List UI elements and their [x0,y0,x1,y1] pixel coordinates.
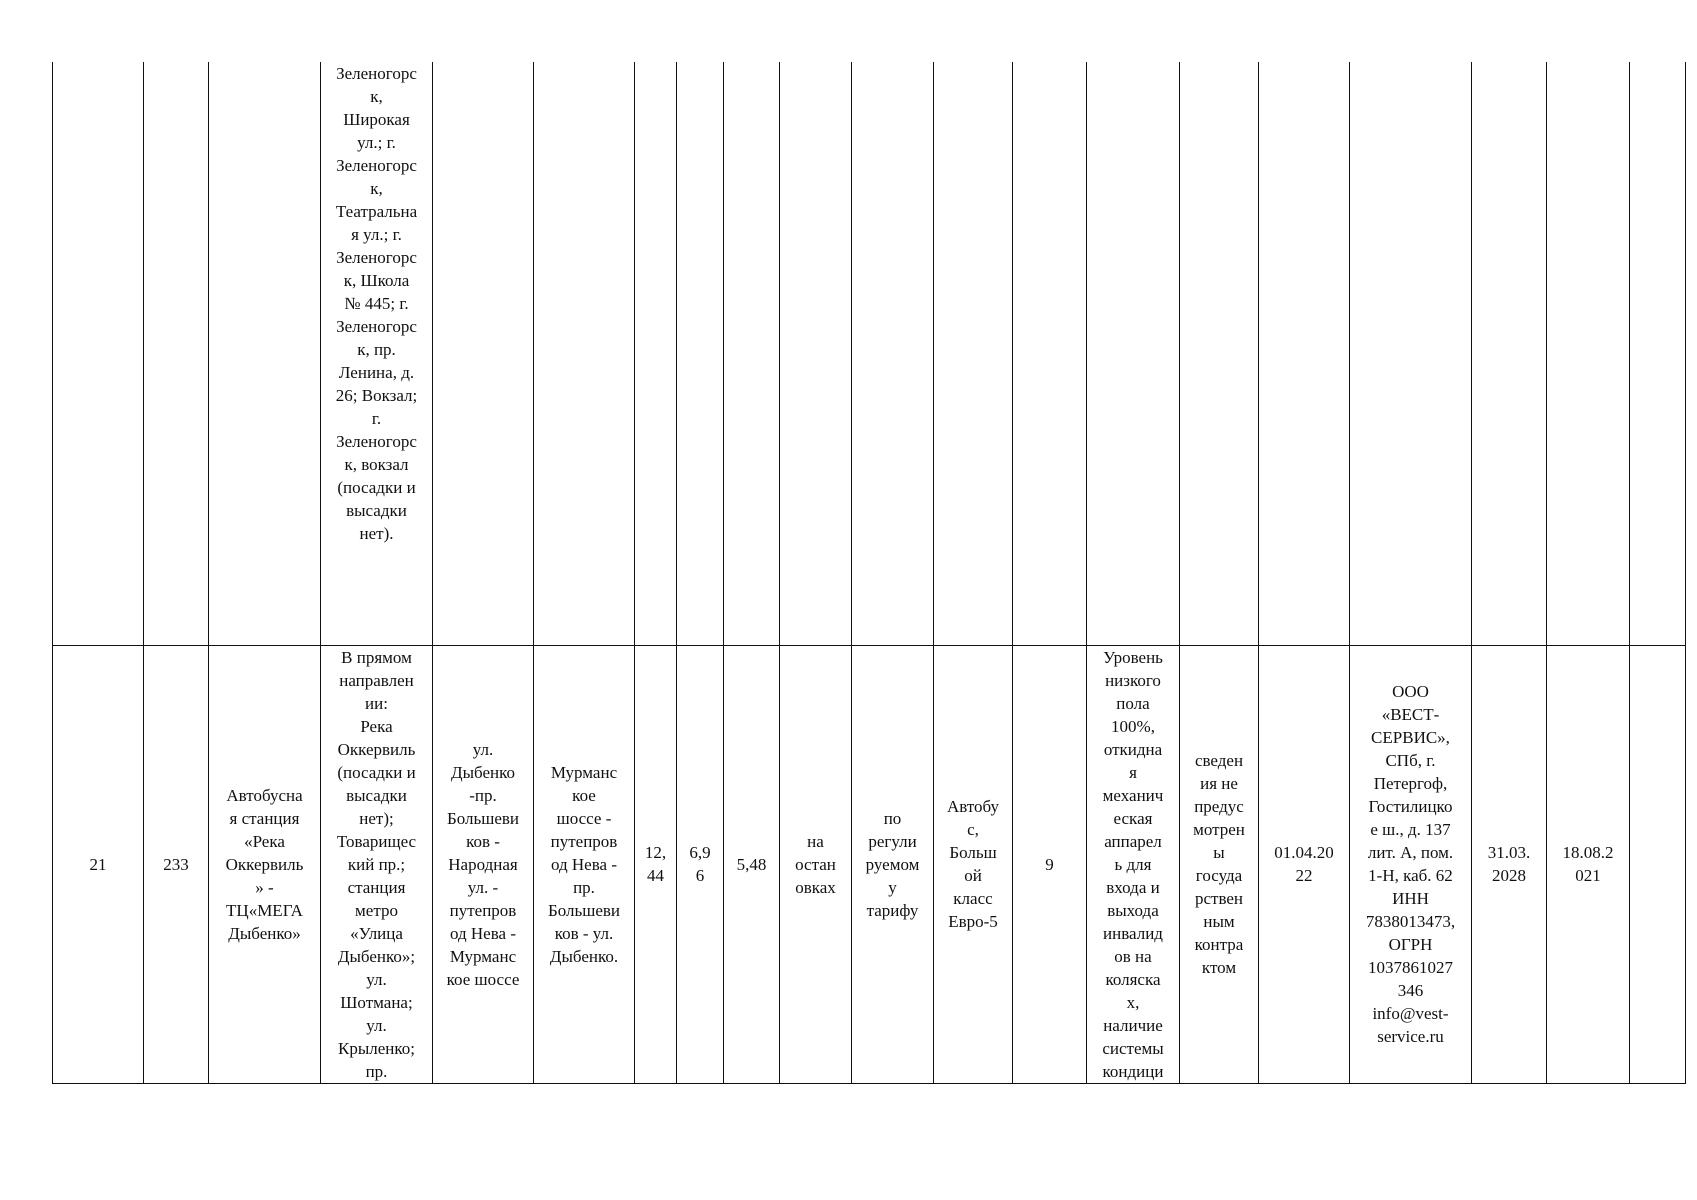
cell-length-3: 5,48 [724,645,780,1083]
cell-last [1630,645,1686,1083]
cell-empty [677,62,724,645]
cell-route-name: Автобусна я станция «Река Оккервиль » - ТЦ«МЕГА Дыбенко» [209,645,321,1083]
cell-empty [724,62,780,645]
cell-empty [1350,62,1472,645]
cell-empty [1013,62,1087,645]
cell-characteristics: Уровень низкого пола 100%, откидна я механич еская аппарел ь для входа и выхода инвалид ов на коляска х, наличие системы кондици [1087,645,1180,1083]
cell-contract-info: сведен ия не предус мотрен ы госуда рствен ным контра ктом [1180,645,1259,1083]
cell-row-number: 21 [53,645,144,1083]
cell-tariff: по регули руемом у тарифу [852,645,934,1083]
cell-other-date: 18.08.2 021 [1547,645,1630,1083]
cell-carrier: ООО «ВЕСТ- СЕРВИС», СПб, г. Петергоф, Гостилицко е ш., д. 137 лит. А, пом. 1-Н, каб. 62 ИНН 7838013473, ОГРН 1037861027 346 info@vest- service.ru [1350,645,1472,1083]
cell-empty [780,62,852,645]
cell-length-backward: 6,9 6 [677,645,724,1083]
cell-empty [53,62,144,645]
cell-empty [1180,62,1259,645]
cell-boarding-order: на остан овках [780,645,852,1083]
cell-vehicle-count: 9 [1013,645,1087,1083]
cell-empty [433,62,534,645]
cell-empty [1472,62,1547,645]
cell-stops-continuation: Зеленогорс к, Широкая ул.; г. Зеленогорс к, Театральна я ул.; г. Зеленогорс к, Школа № 445; г. Зеленогорс к, пр. Ленина, д. 26; Вокзал; г. Зеленогорс к, вокзал (посадки и высадки нет). [321,62,433,645]
cell-vehicle-type: Автобу с, Больш ой класс Евро-5 [934,645,1013,1083]
cell-stops: В прямом направлен ии: Река Оккервиль (посадки и высадки нет); Товарищес кий пр.; станция метро «Улица Дыбенко»; ул. Шотмана; ул. Крыленко; пр. [321,645,433,1083]
cell-streets-forward: ул. Дыбенко -пр. Большеви ков - Народная ул. - путепров од Нева - Мурманс кое шоссе [433,645,534,1083]
cell-empty [1087,62,1180,645]
table-row-continuation [53,62,1686,645]
cell-end-date: 31.03. 2028 [1472,645,1547,1083]
cell-empty [534,62,635,645]
cell-route-number: 233 [144,645,209,1083]
cell-length-forward: 12, 44 [635,645,677,1083]
cell-empty [934,62,1013,645]
cell-empty [209,62,321,645]
table-row [53,645,1686,1083]
cell-empty [635,62,677,645]
cell-empty [144,62,209,645]
cell-empty [1259,62,1350,645]
cell-empty [852,62,934,645]
cell-empty [1547,62,1630,645]
cell-start-date: 01.04.20 22 [1259,645,1350,1083]
cell-streets-backward: Мурманс кое шоссе - путепров од Нева - пр. Большеви ков - ул. Дыбенко. [534,645,635,1083]
routes-table [52,62,1686,1084]
cell-empty [1630,62,1686,645]
